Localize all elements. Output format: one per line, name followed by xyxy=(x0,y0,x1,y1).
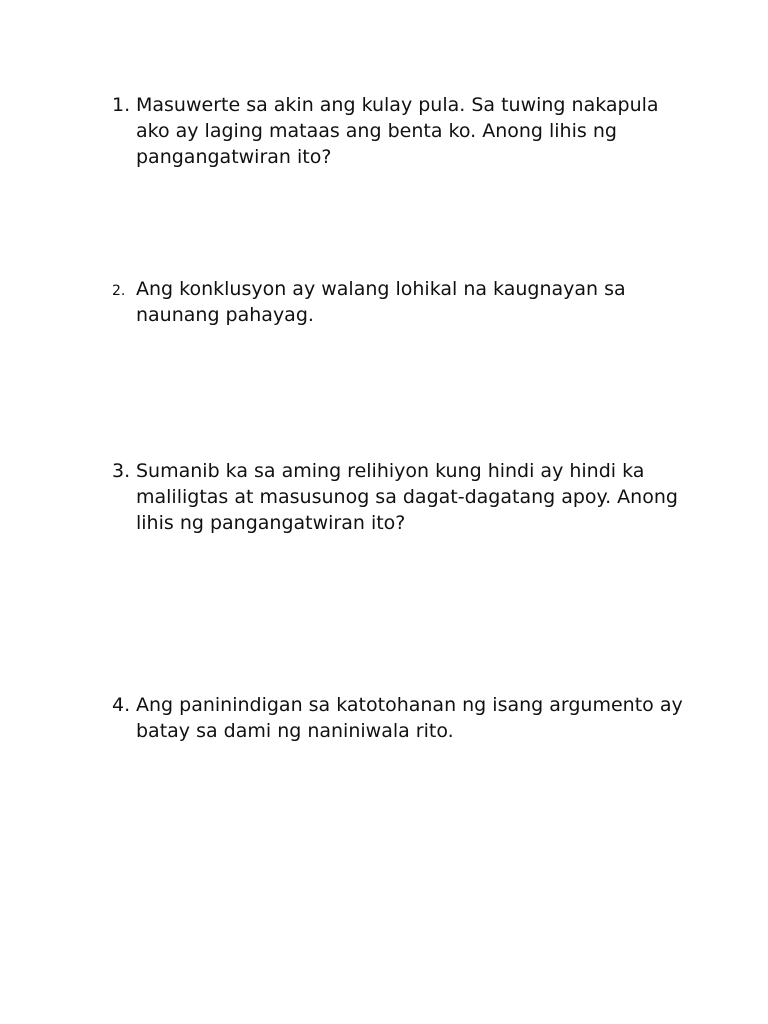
question-item-3 xyxy=(112,458,692,536)
question-text: Ang paninindigan sa katotohanan ng isang argumento ay batay sa dami ng naniniwala rito. xyxy=(136,694,683,742)
question-item-1 xyxy=(112,92,692,170)
question-number: 4. xyxy=(112,694,131,716)
question-text: Sumanib ka sa aming relihiyon kung hindi ay hindi ka maliligtas at masusunog sa dagat-dagatang apoy. Anong lihis ng pangangatwiran ito? xyxy=(136,460,678,534)
question-number: 2. xyxy=(112,283,126,299)
question-text: Ang konklusyon ay walang lohikal na kaugnayan sa naunang pahayag. xyxy=(136,278,626,326)
question-number: 1. xyxy=(112,94,131,116)
question-item-2 xyxy=(112,276,692,328)
question-number: 3. xyxy=(112,460,131,482)
question-item-4 xyxy=(112,692,692,744)
question-text: Masuwerte sa akin ang kulay pula. Sa tuwing nakapula ako ay laging mataas ang benta ko. Anong lihis ng pangangatwiran ito? xyxy=(136,94,659,168)
